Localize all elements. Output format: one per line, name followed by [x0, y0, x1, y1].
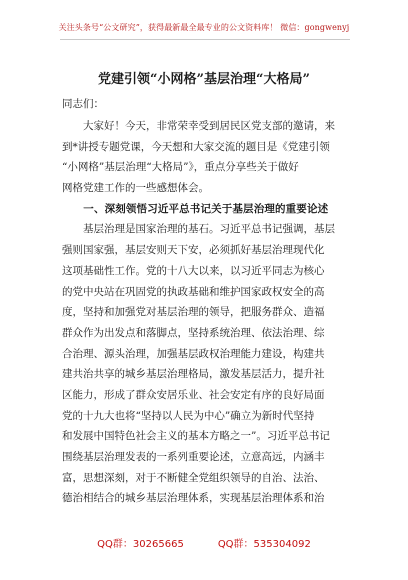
- body-line: 和发展中国特色社会主义的基本方略之一”。习近平总书记: [62, 430, 330, 443]
- body-line: 区能力，形成了群众安居乐业、社会安定有序的良好局面: [62, 388, 325, 401]
- section-heading: 一、深刻领悟习近平总书记关于基层治理的重要论述: [62, 202, 329, 215]
- document-body: [62, 116, 348, 509]
- body-line: 围绕基层治理发表的一系列重要论述，立意高远，内涵丰: [62, 451, 325, 463]
- footer-qq-group-2: QQ群：535304092: [217, 539, 311, 550]
- header-divider: [60, 39, 350, 40]
- body-line: 群众作为出发点和落脚点，坚持系统治理、依法治理、综: [62, 326, 325, 339]
- body-line: 的党中央站在巩固党的执政基础和维护国家政权安全的高: [62, 285, 325, 298]
- salutation: 同志们：: [62, 98, 104, 110]
- body-line: “小网格”基层治理“大格局”》，重点分享些关于做好: [62, 161, 299, 174]
- body-line: 党的十九大也将“坚持以人民为中心”确立为新时代坚持: [62, 409, 315, 422]
- body-line: 到*讲授专题党课，今天想和大家交流的题目是《党建引领: [62, 140, 330, 153]
- body-line: 德治相结合的城乡基层治理体系，实现基层治理体系和治: [62, 492, 325, 505]
- body-line: 网格党建工作的一些感想体会。: [62, 182, 209, 195]
- body-line: 强则国家强，基层安则天下安，必须抓好基层治理现代化: [62, 244, 325, 257]
- body-line: 这项基础性工作。党的十八大以来，以习近平同志为核心: [62, 264, 325, 277]
- body-line: 大家好！今天，非常荣幸受到居民区党支部的邀请，来: [62, 120, 335, 132]
- footer-qq-group-1: QQ群：30265665: [97, 539, 184, 550]
- body-line: 合治理、源头治理，加强基层政权治理能力建设，构建共: [62, 347, 325, 360]
- footer-contacts: [0, 535, 408, 550]
- body-line: 基层治理是国家治理的基石。习近平总书记强调，基层: [62, 223, 335, 236]
- document-title: 党建引领“小网格”基层治理“大格局”: [98, 72, 310, 87]
- body-line: 建共治共享的城乡基层治理格局，激发基层活力，提升社: [62, 368, 325, 381]
- body-line: 富，思想深刻，对于不断健全党组织领导的自治、法治、: [62, 471, 325, 484]
- header-note: 关注头条号“公文研究”，获得最新最全最专业的公文资料库！ 微信：gongwenyj: [58, 23, 350, 32]
- body-line: 度，坚持和加强党对基层治理的领导，把服务群众、造福: [62, 306, 325, 319]
